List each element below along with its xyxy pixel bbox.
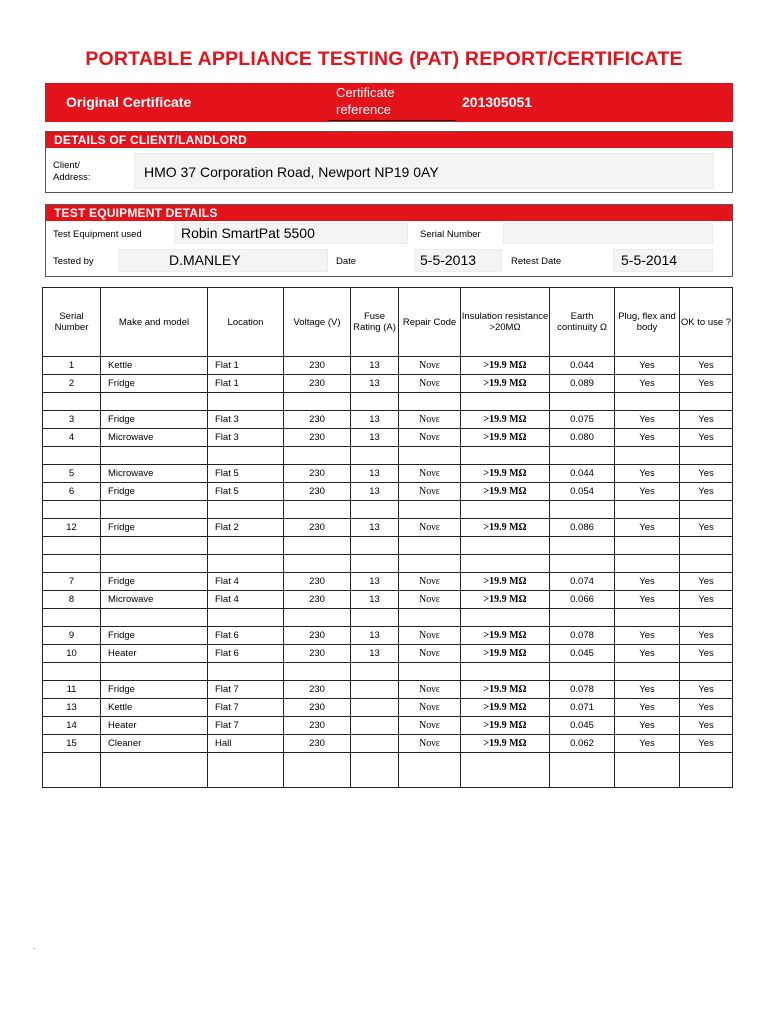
location-cell: Flat 6: [208, 627, 284, 645]
fuse-cell: 13: [351, 483, 399, 501]
insulation-cell: >19.9 MΩ: [461, 699, 550, 717]
fuse-cell: 13: [351, 627, 399, 645]
make-model-cell: Kettle: [101, 699, 208, 717]
voltage-cell: 230: [284, 519, 351, 537]
table-row: [43, 573, 733, 591]
fuse-cell: 13: [351, 519, 399, 537]
reference-underline: [328, 120, 456, 121]
voltage-cell: 230: [284, 735, 351, 753]
repair-code-cell: [399, 609, 461, 627]
header-fuse-rating: Fuse Rating (A): [351, 288, 399, 357]
earth-continuity-cell: 0.074: [550, 573, 615, 591]
table-row: [43, 393, 733, 411]
equipment-used-field: [174, 223, 408, 244]
ok-to-use-cell: Yes: [680, 411, 733, 429]
earth-continuity-cell: 0.075: [550, 411, 615, 429]
fuse-cell: 13: [351, 411, 399, 429]
serial-cell: 15: [43, 735, 101, 753]
make-model-cell: Fridge: [101, 519, 208, 537]
location-cell: Flat 6: [208, 645, 284, 663]
ok-to-use-cell: Yes: [680, 357, 733, 375]
voltage-cell: [284, 609, 351, 627]
serial-cell: 6: [43, 483, 101, 501]
make-model-cell: Heater: [101, 645, 208, 663]
header-insulation-resistance: Insulation resistance >20MΩ: [461, 288, 550, 357]
make-model-cell: [101, 537, 208, 555]
serial-cell: [43, 663, 101, 681]
certificate-reference-label: Certificate reference: [336, 85, 395, 117]
location-cell: Hall: [208, 735, 284, 753]
footer-mark: .: [33, 942, 36, 951]
voltage-cell: [284, 393, 351, 411]
plug-flex-body-cell: Yes: [615, 717, 680, 735]
insulation-cell: >19.9 MΩ: [461, 375, 550, 393]
serial-number-field: [503, 223, 713, 244]
fuse-cell: 13: [351, 357, 399, 375]
ok-to-use-cell: Yes: [680, 735, 733, 753]
plug-flex-body-cell: [615, 393, 680, 411]
fuse-cell: [351, 663, 399, 681]
make-model-cell: [101, 555, 208, 573]
voltage-cell: 230: [284, 465, 351, 483]
voltage-cell: 230: [284, 573, 351, 591]
earth-continuity-cell: [550, 609, 615, 627]
fuse-cell: [351, 537, 399, 555]
equipment-used-value: Robin SmartPat 5500: [181, 225, 315, 241]
ok-to-use-cell: [680, 537, 733, 555]
make-model-cell: Fridge: [101, 681, 208, 699]
table-row: [43, 591, 733, 609]
make-model-cell: Kettle: [101, 357, 208, 375]
serial-cell: [43, 753, 101, 788]
voltage-cell: [284, 555, 351, 573]
location-cell: [208, 447, 284, 465]
make-model-cell: [101, 609, 208, 627]
insulation-cell: >19.9 MΩ: [461, 429, 550, 447]
ok-to-use-cell: Yes: [680, 483, 733, 501]
voltage-cell: [284, 753, 351, 788]
table-header-row: [43, 288, 733, 357]
serial-cell: 9: [43, 627, 101, 645]
table-row: [43, 735, 733, 753]
serial-cell: 5: [43, 465, 101, 483]
earth-continuity-cell: 0.044: [550, 465, 615, 483]
table-row: [43, 519, 733, 537]
serial-cell: [43, 501, 101, 519]
table-row: [43, 609, 733, 627]
plug-flex-body-cell: Yes: [615, 591, 680, 609]
repair-code-cell: Νονε: [399, 717, 461, 735]
header-ok-to-use: OK to use ?: [680, 288, 733, 357]
make-model-cell: [101, 753, 208, 788]
make-model-cell: Fridge: [101, 375, 208, 393]
voltage-cell: 230: [284, 483, 351, 501]
header-repair-code: Repair Code: [399, 288, 461, 357]
repair-code-cell: Νονε: [399, 519, 461, 537]
client-address-label: Client/ Address:: [53, 160, 91, 183]
location-cell: Flat 2: [208, 519, 284, 537]
ok-to-use-cell: [680, 447, 733, 465]
make-model-cell: Heater: [101, 717, 208, 735]
location-cell: Flat 5: [208, 483, 284, 501]
table-row: [43, 627, 733, 645]
fuse-cell: 13: [351, 429, 399, 447]
voltage-cell: [284, 537, 351, 555]
insulation-cell: >19.9 MΩ: [461, 573, 550, 591]
repair-code-cell: [399, 393, 461, 411]
serial-cell: 4: [43, 429, 101, 447]
date-value: 5-5-2013: [420, 252, 477, 268]
location-cell: Flat 1: [208, 357, 284, 375]
repair-code-cell: Νονε: [399, 465, 461, 483]
fuse-cell: [351, 699, 399, 717]
header-make-model: Make and model: [101, 288, 208, 357]
insulation-cell: >19.9 MΩ: [461, 627, 550, 645]
ok-to-use-cell: Yes: [680, 375, 733, 393]
table-row: [43, 501, 733, 519]
location-cell: [208, 555, 284, 573]
tested-by-field: [118, 249, 328, 272]
ok-to-use-cell: [680, 609, 733, 627]
serial-cell: [43, 555, 101, 573]
ok-to-use-cell: [680, 663, 733, 681]
insulation-cell: [461, 393, 550, 411]
repair-code-cell: Νονε: [399, 681, 461, 699]
insulation-cell: >19.9 MΩ: [461, 681, 550, 699]
make-model-cell: Fridge: [101, 411, 208, 429]
plug-flex-body-cell: Yes: [615, 627, 680, 645]
table-row: [43, 699, 733, 717]
fuse-cell: [351, 681, 399, 699]
earth-continuity-cell: 0.078: [550, 627, 615, 645]
earth-continuity-cell: [550, 537, 615, 555]
make-model-cell: Cleaner: [101, 735, 208, 753]
certificate-reference-value: 201305051: [462, 94, 533, 110]
voltage-cell: 230: [284, 429, 351, 447]
voltage-cell: [284, 447, 351, 465]
plug-flex-body-cell: Yes: [615, 465, 680, 483]
plug-flex-body-cell: [615, 753, 680, 788]
tested-by-value: D.MANLEY: [169, 252, 241, 268]
table-row: [43, 753, 733, 788]
plug-flex-body-cell: Yes: [615, 681, 680, 699]
voltage-cell: 230: [284, 699, 351, 717]
repair-code-cell: [399, 663, 461, 681]
insulation-cell: >19.9 MΩ: [461, 357, 550, 375]
make-model-cell: Microwave: [101, 429, 208, 447]
plug-flex-body-cell: Yes: [615, 699, 680, 717]
insulation-cell: [461, 555, 550, 573]
serial-cell: 7: [43, 573, 101, 591]
plug-flex-body-cell: Yes: [615, 735, 680, 753]
fuse-cell: [351, 555, 399, 573]
ok-to-use-cell: Yes: [680, 465, 733, 483]
fuse-cell: [351, 609, 399, 627]
plug-flex-body-cell: Yes: [615, 375, 680, 393]
plug-flex-body-cell: Yes: [615, 483, 680, 501]
serial-cell: 8: [43, 591, 101, 609]
serial-cell: 2: [43, 375, 101, 393]
make-model-cell: Fridge: [101, 627, 208, 645]
repair-code-cell: Νονε: [399, 735, 461, 753]
table-row: [43, 663, 733, 681]
serial-cell: 1: [43, 357, 101, 375]
serial-number-label: Serial Number: [420, 229, 481, 240]
plug-flex-body-cell: [615, 537, 680, 555]
voltage-cell: 230: [284, 411, 351, 429]
repair-code-cell: Νονε: [399, 645, 461, 663]
voltage-cell: 230: [284, 357, 351, 375]
plug-flex-body-cell: [615, 447, 680, 465]
fuse-cell: [351, 735, 399, 753]
repair-code-cell: Νονε: [399, 483, 461, 501]
serial-cell: 14: [43, 717, 101, 735]
insulation-cell: [461, 753, 550, 788]
retest-date-value: 5-5-2014: [621, 252, 678, 268]
certificate-type: Original Certificate: [66, 94, 192, 110]
date-field: [414, 249, 502, 272]
voltage-cell: 230: [284, 717, 351, 735]
earth-continuity-cell: 0.045: [550, 717, 615, 735]
plug-flex-body-cell: Yes: [615, 573, 680, 591]
equipment-used-label: Test Equipment used: [53, 229, 142, 240]
location-cell: Flat 1: [208, 375, 284, 393]
insulation-cell: [461, 501, 550, 519]
header-plug-flex-body: Plug, flex and body: [615, 288, 680, 357]
table-row: [43, 465, 733, 483]
voltage-cell: 230: [284, 591, 351, 609]
location-cell: Flat 3: [208, 429, 284, 447]
header-serial-number: Serial Number: [43, 288, 101, 357]
insulation-cell: >19.9 MΩ: [461, 519, 550, 537]
ok-to-use-cell: Yes: [680, 519, 733, 537]
repair-code-cell: [399, 555, 461, 573]
serial-cell: [43, 609, 101, 627]
voltage-cell: 230: [284, 645, 351, 663]
table-row: [43, 411, 733, 429]
equipment-section: [45, 204, 733, 277]
client-address-value: HMO 37 Corporation Road, Newport NP19 0AY: [144, 164, 439, 180]
earth-continuity-cell: [550, 555, 615, 573]
insulation-cell: >19.9 MΩ: [461, 735, 550, 753]
repair-code-cell: [399, 753, 461, 788]
serial-cell: [43, 393, 101, 411]
fuse-cell: 13: [351, 573, 399, 591]
voltage-cell: 230: [284, 375, 351, 393]
earth-continuity-cell: [550, 753, 615, 788]
insulation-cell: [461, 537, 550, 555]
earth-continuity-cell: 0.080: [550, 429, 615, 447]
insulation-cell: >19.9 MΩ: [461, 465, 550, 483]
repair-code-cell: Νονε: [399, 411, 461, 429]
ok-to-use-cell: Yes: [680, 429, 733, 447]
earth-continuity-cell: 0.066: [550, 591, 615, 609]
ok-to-use-cell: Yes: [680, 699, 733, 717]
fuse-cell: [351, 393, 399, 411]
table-row: [43, 357, 733, 375]
repair-code-cell: [399, 447, 461, 465]
header-voltage: Voltage (V): [284, 288, 351, 357]
ok-to-use-cell: Yes: [680, 717, 733, 735]
ok-to-use-cell: [680, 753, 733, 788]
voltage-cell: 230: [284, 627, 351, 645]
fuse-cell: [351, 447, 399, 465]
serial-cell: 13: [43, 699, 101, 717]
date-label: Date: [336, 256, 357, 267]
repair-code-cell: [399, 501, 461, 519]
table-row: [43, 681, 733, 699]
repair-code-cell: Νονε: [399, 591, 461, 609]
table-row: [43, 537, 733, 555]
location-cell: Flat 5: [208, 465, 284, 483]
make-model-cell: [101, 501, 208, 519]
location-cell: [208, 537, 284, 555]
earth-continuity-cell: 0.089: [550, 375, 615, 393]
fuse-cell: 13: [351, 645, 399, 663]
header-earth-continuity: Earth continuity Ω: [550, 288, 615, 357]
table-row: [43, 717, 733, 735]
fuse-cell: 13: [351, 375, 399, 393]
voltage-cell: [284, 663, 351, 681]
earth-continuity-cell: [550, 663, 615, 681]
location-cell: Flat 3: [208, 411, 284, 429]
location-cell: [208, 501, 284, 519]
page-title: PORTABLE APPLIANCE TESTING (PAT) REPORT/CERTIFICATE: [85, 48, 683, 70]
plug-flex-body-cell: [615, 501, 680, 519]
insulation-cell: [461, 447, 550, 465]
repair-code-cell: [399, 537, 461, 555]
retest-date-field: [613, 249, 713, 272]
voltage-cell: [284, 501, 351, 519]
serial-cell: 3: [43, 411, 101, 429]
ok-to-use-cell: [680, 393, 733, 411]
insulation-cell: [461, 609, 550, 627]
earth-continuity-cell: 0.071: [550, 699, 615, 717]
repair-code-cell: Νονε: [399, 699, 461, 717]
plug-flex-body-cell: [615, 609, 680, 627]
insulation-cell: [461, 663, 550, 681]
fuse-cell: 13: [351, 591, 399, 609]
location-cell: [208, 753, 284, 788]
location-cell: [208, 393, 284, 411]
ok-to-use-cell: [680, 555, 733, 573]
table-row: [43, 483, 733, 501]
serial-cell: 11: [43, 681, 101, 699]
header-location: Location: [208, 288, 284, 357]
earth-continuity-cell: 0.045: [550, 645, 615, 663]
insulation-cell: >19.9 MΩ: [461, 645, 550, 663]
location-cell: Flat 7: [208, 699, 284, 717]
earth-continuity-cell: 0.078: [550, 681, 615, 699]
repair-code-cell: Νονε: [399, 357, 461, 375]
earth-continuity-cell: [550, 393, 615, 411]
table-row: [43, 429, 733, 447]
test-results-table: [42, 287, 733, 788]
plug-flex-body-cell: Yes: [615, 519, 680, 537]
table-row: [43, 447, 733, 465]
fuse-cell: [351, 717, 399, 735]
fuse-cell: [351, 753, 399, 788]
fuse-cell: [351, 501, 399, 519]
table-row: [43, 555, 733, 573]
table-row: [43, 375, 733, 393]
voltage-cell: 230: [284, 681, 351, 699]
make-model-cell: [101, 663, 208, 681]
location-cell: [208, 663, 284, 681]
ok-to-use-cell: Yes: [680, 681, 733, 699]
plug-flex-body-cell: Yes: [615, 411, 680, 429]
certificate-bar: [45, 83, 733, 122]
table-row: [43, 645, 733, 663]
earth-continuity-cell: [550, 447, 615, 465]
repair-code-cell: Νονε: [399, 375, 461, 393]
ok-to-use-cell: Yes: [680, 591, 733, 609]
fuse-cell: 13: [351, 465, 399, 483]
plug-flex-body-cell: Yes: [615, 429, 680, 447]
ok-to-use-cell: Yes: [680, 573, 733, 591]
insulation-cell: >19.9 MΩ: [461, 411, 550, 429]
serial-cell: [43, 447, 101, 465]
client-section: [45, 131, 733, 193]
repair-code-cell: Νονε: [399, 573, 461, 591]
make-model-cell: Microwave: [101, 465, 208, 483]
make-model-cell: [101, 393, 208, 411]
insulation-cell: >19.9 MΩ: [461, 483, 550, 501]
earth-continuity-cell: 0.086: [550, 519, 615, 537]
location-cell: Flat 4: [208, 591, 284, 609]
insulation-cell: >19.9 MΩ: [461, 717, 550, 735]
retest-date-label: Retest Date: [511, 256, 562, 267]
repair-code-cell: Νονε: [399, 627, 461, 645]
tested-by-label: Tested by: [53, 256, 94, 267]
location-cell: [208, 609, 284, 627]
earth-continuity-cell: 0.044: [550, 357, 615, 375]
insulation-cell: >19.9 MΩ: [461, 591, 550, 609]
serial-cell: [43, 537, 101, 555]
serial-cell: 10: [43, 645, 101, 663]
client-section-header: DETAILS OF CLIENT/LANDLORD: [46, 132, 732, 148]
location-cell: Flat 7: [208, 681, 284, 699]
repair-code-cell: Νονε: [399, 429, 461, 447]
make-model-cell: Microwave: [101, 591, 208, 609]
plug-flex-body-cell: [615, 555, 680, 573]
make-model-cell: [101, 447, 208, 465]
ok-to-use-cell: Yes: [680, 627, 733, 645]
earth-continuity-cell: 0.054: [550, 483, 615, 501]
location-cell: Flat 7: [208, 717, 284, 735]
plug-flex-body-cell: Yes: [615, 645, 680, 663]
equipment-section-header: TEST EQUIPMENT DETAILS: [46, 205, 732, 221]
location-cell: Flat 4: [208, 573, 284, 591]
plug-flex-body-cell: [615, 663, 680, 681]
serial-cell: 12: [43, 519, 101, 537]
earth-continuity-cell: [550, 501, 615, 519]
make-model-cell: Fridge: [101, 573, 208, 591]
client-address-field: [134, 153, 714, 189]
ok-to-use-cell: Yes: [680, 645, 733, 663]
ok-to-use-cell: [680, 501, 733, 519]
earth-continuity-cell: 0.062: [550, 735, 615, 753]
plug-flex-body-cell: Yes: [615, 357, 680, 375]
make-model-cell: Fridge: [101, 483, 208, 501]
